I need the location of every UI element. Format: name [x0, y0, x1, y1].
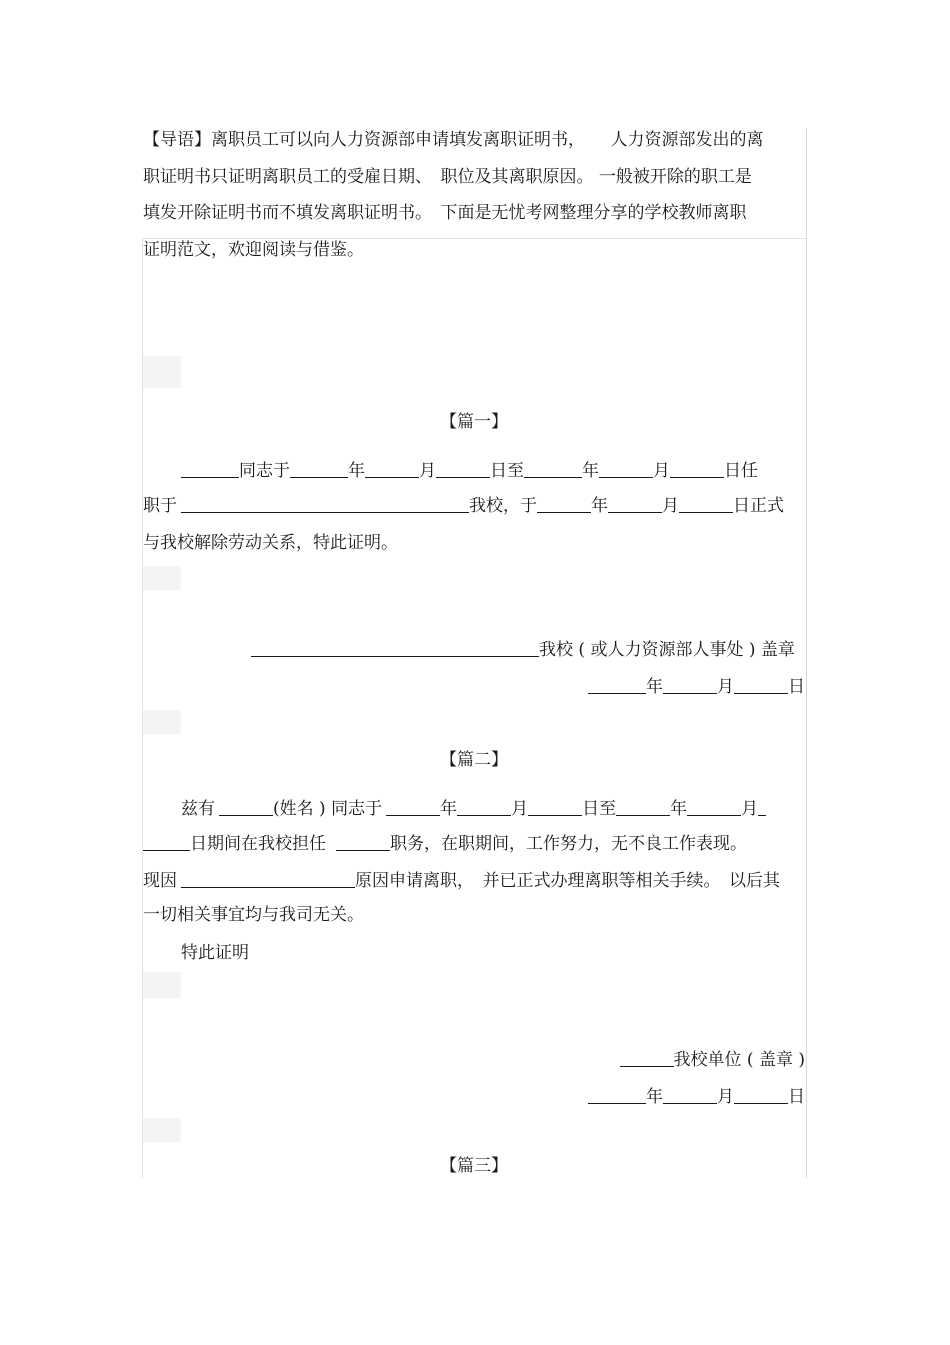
section-one-line-1: [143, 459, 805, 483]
blank-day: [436, 460, 490, 478]
section-one-line-3: 与我校解除劳动关系，特此证明。: [143, 533, 398, 553]
text: 同志于: [239, 461, 290, 481]
text: 兹有: [181, 799, 215, 819]
shade-block: [143, 566, 181, 590]
blank-year: [386, 798, 440, 816]
shade-block: [143, 356, 181, 388]
section-two-seal-line: [143, 1048, 805, 1072]
blank-school-name: [620, 1049, 674, 1067]
blank-day: [670, 460, 724, 478]
section-two-line-4: 一切相关事宜均与我司无关。: [143, 905, 364, 925]
blank-month: [599, 460, 653, 478]
intro-line-3: 填发开除证明书而不填发离职证明书。 下面是无忧考网整理分享的学校教师离职: [143, 203, 747, 223]
text: 年: [440, 799, 458, 819]
intro-line-1: 【导语】离职员工可以向人力资源部申请填发离职证明书， 人力资源部发出的离: [143, 130, 764, 150]
blank-day: [679, 495, 733, 513]
blank-day: [734, 676, 788, 694]
text: 原因申请离职， 并已正式办理离职等相关手续。 以后其: [355, 871, 780, 891]
blank-day: [528, 798, 582, 816]
text: 我校单位 ( 盖章 ): [673, 1050, 805, 1070]
blank-name: [219, 798, 273, 816]
text: 职务，在职期间，工作努力，无不良工作表现。: [390, 834, 747, 854]
blank-month: [457, 798, 511, 816]
text: 年: [348, 461, 365, 481]
shade-block: [143, 972, 181, 998]
text: 日期间在我校担任: [190, 834, 326, 854]
section-two-date-line: [143, 1085, 805, 1109]
blank-duty: [336, 833, 390, 851]
section-two-line-1: [143, 797, 805, 821]
text: 月: [653, 461, 670, 481]
blank-year: [524, 460, 582, 478]
text: 职于: [143, 496, 177, 516]
text: 月: [717, 1087, 734, 1107]
text: 日任: [724, 461, 758, 481]
text: 年: [582, 461, 599, 481]
blank-year: [588, 676, 646, 694]
blank-day-start: [758, 798, 766, 816]
section-one-heading: 【篇一】: [440, 412, 508, 432]
section-two-heading: 【篇二】: [440, 750, 508, 770]
text: 月: [511, 799, 529, 819]
blank-reason: [181, 870, 355, 888]
text: 年: [591, 496, 608, 516]
blank-month: [663, 1086, 717, 1104]
blank-month: [608, 495, 662, 513]
text: 年: [646, 1087, 663, 1107]
shade-block: [143, 710, 181, 734]
blank-month: [663, 676, 717, 694]
intro-line-2: 职证明书只证明离职员工的受雇日期、 职位及其离职原因。 一般被开除的职工是: [143, 167, 752, 187]
section-two-line-3: [143, 869, 805, 893]
text: 月: [662, 496, 679, 516]
section-two-line-2: [143, 832, 805, 856]
text: (姓名 ) 同志于: [273, 799, 383, 819]
text: 日至: [490, 461, 524, 481]
section-three-heading: 【篇三】: [440, 1156, 508, 1176]
text: 我校 ( 或人力资源部人事处 ) 盖章: [539, 640, 795, 660]
blank-year: [588, 1086, 646, 1104]
text: 我校，于: [469, 496, 537, 516]
blank-day: [734, 1086, 788, 1104]
section-two-certify-line: [143, 941, 805, 965]
blank-position: [181, 495, 469, 513]
shade-block: [143, 1118, 181, 1142]
blank-year: [616, 798, 670, 816]
intro-line-4: 证明范文，欢迎阅读与借鉴。: [143, 240, 364, 260]
blank-month: [687, 798, 741, 816]
text: 月: [741, 799, 759, 819]
text: 日: [788, 1087, 805, 1107]
section-one-seal-line: [143, 638, 805, 662]
text: 日至: [582, 799, 617, 819]
blank-year: [290, 460, 348, 478]
blank-month: [365, 460, 419, 478]
section-one-line-2: [143, 494, 805, 518]
text: 年: [670, 799, 688, 819]
text: 日正式: [733, 496, 784, 516]
blank-day-end: [143, 833, 190, 851]
text: 现因: [143, 871, 177, 891]
text: 月: [717, 677, 734, 697]
text: 日: [788, 677, 805, 697]
text: 年: [646, 677, 663, 697]
section-one-date-line: [143, 675, 805, 699]
text: 特此证明: [181, 943, 249, 963]
blank-name: [181, 460, 239, 478]
frame-right-border: [806, 128, 807, 1178]
blank-year: [537, 495, 591, 513]
blank-school-name: [251, 639, 539, 657]
text: 月: [419, 461, 436, 481]
